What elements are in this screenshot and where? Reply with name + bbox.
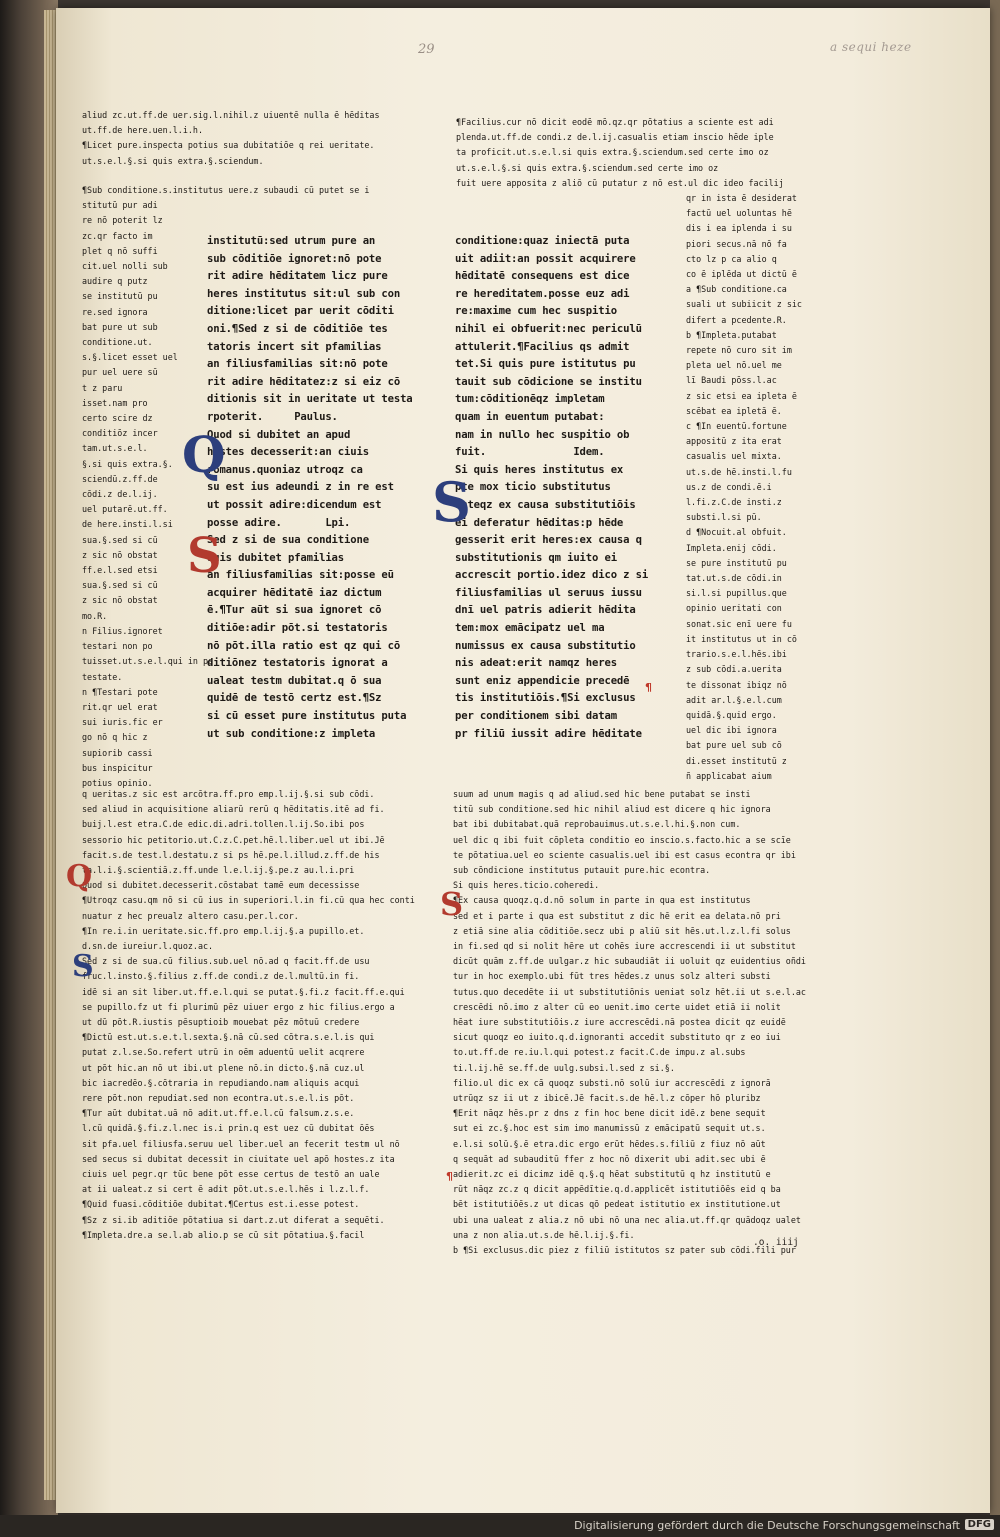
gloss-left-column: ¶Sub conditione.s.institutus uere.z subaudi cū putet se i stitutū pur adi re nō poterit lz zc.qr facto im plet q nō suffi cit.uel nolli sub audire q putz se institutū pu re.sed ignora bat pure ut sub conditione.ut. s.§.licet esset uel pur uel uere sū t z paru isset.nam pro certo scire dz conditiōz incer tam.ut.s.e.l. §.si quis extra.§. sciendū.z.ff.de cōdi.z de.l.ij. uel putarē.ut.ff. de here.insti.l.si sua.§.sed si cū z sic nō obstat ff.e.l.sed etsi sua.§.sed si cū z sic nō obstat mo.R. n Filius.ignoret testari non po tuisset.ut.s.e.l.qui in po testate. n ¶Testari pote rit.qr uel erat sui iuris.fic er go nō q hic z supiorib cassi bus inspicitur potius opinio. [82, 185, 370, 788]
gloss-top-left: aliud zc.ut.ff.de uer.sig.l.nihil.z uiuentē nulla ē hēditas ut.ff.de here.uen.l.i.h. ¶Licet pure.inspecta potius sua dubitatiōe q rei ueritate. ut.s.e.l.§.si quis extra.§.sciendum. [82, 110, 380, 166]
initial-s-red: S [187, 528, 222, 584]
footer-bar [0, 1515, 1000, 1537]
initial-q-blue: Q [182, 425, 226, 484]
funding-credit: Digitalisierung gefördert durch die Deutsche Forschungsgemeinschaft [574, 1519, 960, 1532]
pencil-annotation: a sequi heze [830, 40, 912, 54]
gloss-bottom-left: q ueritas.z sic est arcōtra.ff.pro emp.l.ij.§.si sub cōdi. sed aliud in acquisitione aliarū rerū q hēditatis.itē ad fi. buij.l.est etra.C.de edic.di.adri.tollen.l.ij.So.ibi pos sessorio hic petitorio.ut.C.z.C.pet.hē.l.liber.uel ut ibi.Jē facit.s.de test.l.destatu.z si ps hē.pe.l.illud.z.ff.de his ta.l.i.§.scientiā.z.ff.unde l.e.l.ij.§.pe.z au.l.i.pri Quod si dubitet.decesserit.cōstabat tamē eum decessisse ¶Utroqz casu.qm nō si cū ius in superiori.l.in fi.cū qua hec conti nuatur z hec preualz altero casu.per.l.cor. ¶In re.i.in ueritate.sic.ff.pro emp.l.ij.§.a pupillo.et. d.sn.de iureiur.l.quoz.ac. Sed z si de sua.cū filius.sub.uel nō.ad q facit.ff.de usu fruc.l.insto.§.filius z.ff.de condi.z de.l.multū.in fi. idē si an sit liber.ut.ff.e.l.qui se putat.§.fi.z facit.ff.e.qui se pupillo.fz ut fi plurimū pēz uiuer ergo z hic filius.ergo a ut dū pōt.R.iustis pēsuptioib mouebat pēz mōtuū credere ¶Dictū est.ut.s.e.t.l.sexta.§.nā cū.sed cōtra.s.e.l.is qui putat z.l.se.So.refert utrū in oēm aduentū uelit acqrere ut pōt hic.an nō ut ibi.ut plene nō.in dicto.§.nā cuz.ul bic iacredēo.§.cōtraria in repudiando.nam aliquis acqui rere pōt.non repudiat.sed non econtra.ut.s.e.l.is pōt. ¶Tur aūt dubitat.uā nō adit.ut.ff.e.l.cū falsum.z.s.e. l.cū quidā.§.fi.z.l.nec is.i prin.q est uez cū dubitat ōēs sit pfa.uel filiusfa.seruu uel liber.uel an fecerit testm ul nō sed secus si dubitat decessit in ciuitate uel apō hostes.z ita ciuis uel pegr.qr tūc bene pōt esse certus de testō an uale at ii ualeat.z si cert ē adit pōt.ut.s.e.l.hēs i l.z.l.f. ¶Quid fuasi.cōditiōe dubitat.¶Certus est.i.esse potest. ¶Sz z si.ib aditiōe pōtatiua si dart.z.ut diferat a sequēti. ¶Impleta.dre.a se.l.ab alio.p se cū sit pōtatiua.§.facil [82, 789, 415, 1240]
signature-mark: .o. iiij [753, 1237, 799, 1248]
folio-number: 29 [418, 42, 435, 57]
cover-edge [990, 0, 1000, 1515]
gloss-bottom-right: suum ad unum magis q ad aliud.sed hic bene putabat se insti titū sub conditione.sed hic nihil aliud est dicere q hic ignora bat ibi dubitabat.quā reprobauimus.ut.s.e.l.hi.§.non cum. uel dic q ibi fuit cōpleta conditio eo inscio.s.facto.hic a se scīe te pōtatiua.uel eo sciente casualis.uel ibi est casus econtra qr ibi sub cōndicione institutus putauit pure.hic econtra. Si quis heres.ticio.coheredi. ¶Ex causa quoqz.q.d.nō solum in parte in qua est institutus sed et i parte i qua est substitut z dic hē erit ea delata.nō pri z etiā sine alia cōditiōe.secz ubi p aliū sit hēs.ut.l.z.l.fi solus in fi.sed qd si nolit hēre ut cohēs iure accrescendi ii ut substitut dicūt quām z.ff.de uulgar.z hic subaudiāt ii uoluit qz euidentius oñdi tur in hoc exemplo.ubi fūt tres hēdes.z unus solz alteri substi tutus.quo decedēte ii ut substitutiōnis ueniat solz hēt.ii ut s.e.l.ac crescēdi nō.imo z alter cū eo uenit.imo certe uidet etiā ii nolit hēat iure substitutiōis.z iure accrescēdi.nā postea dicit qz euidē sicut quoqz eo iuito.q.d.ignoranti accedit substituto qr z eo iui to.ut.ff.de re.iu.l.qui potest.z facit.C.de impu.z al.subs ti.l.ij.hē se.ff.de uulg.subsi.l.sed z si.§. filio.ul dic ex cā quoqz substi.nō solū iur accrescēdi z ignorā utrūqz sz ii ut z ibicē.Jē facit.s.de hē.l.z cōper hō pluribz ¶Erit nāqz hēs.pr z dns z fin hoc bene dicit idē.z bene sequit sut ei zc.§.hoc est sim imo manumissū z emācipatū sequit ut.s. e.l.si solū.§.ē etra.dic ergo erūt hēdes.s.filiū z fiuz nō aūt q sequāt ad subauditū ffer z hoc nō dixerit ubi adit.sec ubi ē adierit.zc ei dicimz idē q.§.q hēat substitutū q hz institutū e rūt nāqz zc.z q dicit appēdītie.q.d.applicēt istitutiōēs eid q ba bēt istitutiōēs.z ut dicas qō pedeat istitutio ex institutione.ut ubi una ualeat z alia.z nō ubi nō una nec alia.ut.ff.qr quādoqz ualet una z non alia.ut.s.de hē.l.ij.§.fi. b ¶Si exclusus.dic piez z filiū istitutos sz pater sub cōdi.fili pur [453, 789, 806, 1256]
main-text-left-column: institutū:sed utrum pure an sub cōditiōe ignoret:nō pote rit adire hēditatem licz pure heres institutus sit:ul sub con ditione:licet par uerit cōditi oni.¶Sed z si de cōditiōe tes tatoris incert sit pfamilias an filiusfamilias sit:nō pote rit adire hēditatez:z si eiz cō ditionis sit in ueritate ut testa rpoterit. Paulus. Quod si dubitet an apud hostes decesserit:an ciuis romanus.quoniaz utroqz ca su est ius adeundi z in re est ut possit adire:dicendum est posse adire. Lpi. Sed z si de sua conditione quis dubitet pfamilias an filiusfamilias sit:posse eū acquirer hēditatē iaz dictum ē.¶Tur aūt si sua ignoret cō ditiōe:adir pōt.si testatoris nō pōt.illa ratio est qz qui cō ditiōnez testatoris ignorat a ualeat testm dubitat.q ō sua quidē de testō certz est.¶Sz si cū esset pure institutus puta ut sub conditione:z impleta [207, 235, 413, 740]
main-text-right-column: conditione:quaz iniectā puta uit adiit:an possit acquirere hēditatē consequens est dice re hereditatem.posse euz adi re:maxime cum hec suspitio nihil ei obfuerit:nec periculū attulerit.¶Facilius qs admit tet.Si quis pure istitutus pu tauit sub cōdicione se institu tum:cōditionēqz impletam quam in euentum putabat: nam in nullo hec suspitio ob fuit. Idem. Si quis heres institutus ex pte mox ticio substitutus anteqz ex causa substitutiōis ei deferatur hēditas:p hēde gesserit erit heres:ex causa q substitutionis qm iuito ei accrescit portio.idez dico z si filiusfamilias ul seruus iussu dnī uel patris adierit hēdita tem:mox emācipatz uel ma numissus ex causa substitutio nis adeat:erit namqz heres sunt eniz appendicie precedē tis institutiōis.¶Si exclusus per conditionem sibi datam pr filiū iussit adire hēditate [455, 235, 649, 740]
initial-s-blue-small: S [72, 949, 94, 984]
gloss-right-column: qr in ista ē desiderat factū uel uoluntas hē dis i ea iplenda i su piori secus.nā nō fa cto lz p ca alio q co ē iplēda ut dictū ē a ¶Sub conditione.ca suali ut subiicit z sic difert a pcedente.R. b ¶Impleta.putabat repete nō curo sit im pleta uel nō.uel me lī Baudi pōss.l.ac z sic etsi ea ipleta ē scēbat ea ipletā ē. c ¶In euentū.fortune appositū z ita erat casualis uel mixta. ut.s.de hē.insti.l.fu us.z de condi.ē.i l.fi.z.C.de insti.z substi.l.si pū. d ¶Nocuit.al obfuit. Impleta.enij cōdi. se pure institutū pu tat.ut.s.de cōdi.in si.l.si pupillus.que opinio ueritati con sonat.sic enī uere fu it institutus ut in cō trario.s.e.l.hēs.ibi z sub cōdi.a.uerita te dissonat ibiqz nō adit ar.l.§.e.l.cum quidā.§.quid ergo. uel dic ibi ignora bat pure uel sub cō di.esset institutū z ñ applicabat aium [686, 193, 802, 781]
paragraph-mark: ¶ [645, 681, 652, 694]
paragraph-mark: ¶ [446, 1170, 453, 1183]
initial-q-red-small: Q [66, 859, 93, 894]
dfg-logo[interactable]: DFG [965, 1519, 994, 1530]
gloss-top-right: ¶Facilius.cur nō dicit eodē mō.qz.qr pōtatius a sciente est adi plenda.ut.ff.de condi.z de.l.ij.casualis etiam inscio hēde iple ta proficit.ut.s.e.l.si quis extra.§.sciendum.sed certe imo oz ut.s.e.l.§.si quis extra.§.sciendum.sed certe imo oz fuit uere apposita z aliō cū putatur z nō est.ul dic ideo facilij [456, 117, 784, 188]
initial-s-blue: S [432, 470, 471, 534]
initial-s-red-small: S [440, 885, 464, 923]
